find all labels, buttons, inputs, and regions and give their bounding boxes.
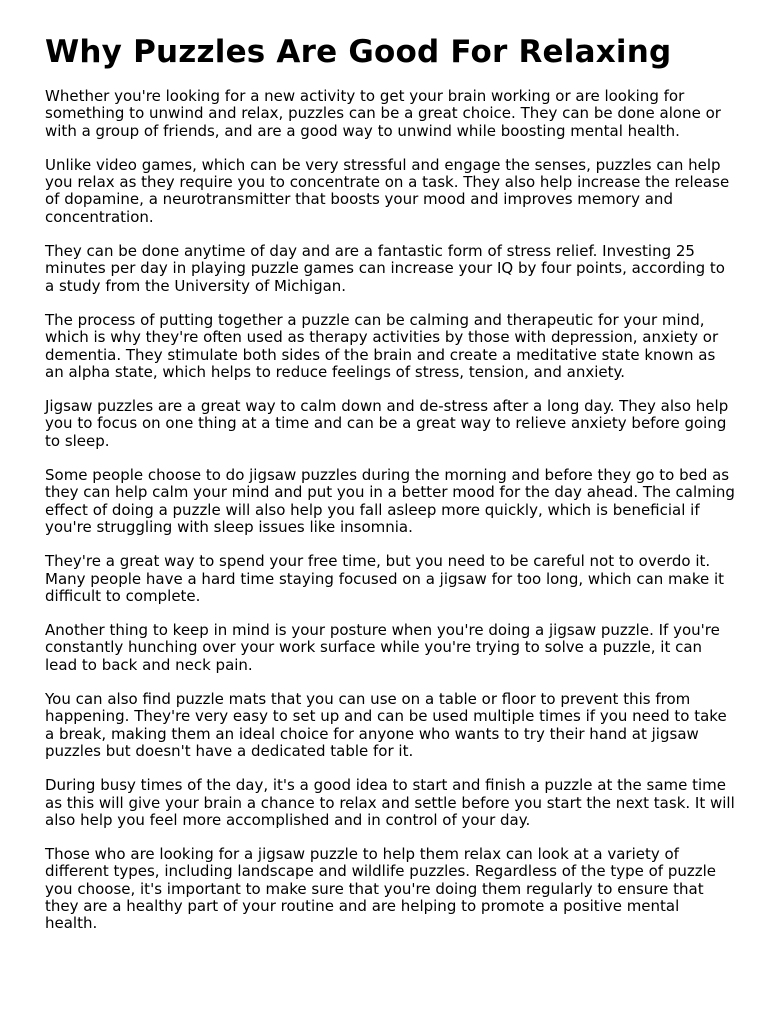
paragraph-5: Jigsaw puzzles are a great way to calm down and de-stress after a long day. They also help you to focus on one thing at a time and can be a great way to relieve anxiety before going to sleep. <box>45 397 729 450</box>
paragraph-9: You can also find puzzle mats that you can use on a table or floor to prevent this from happening. They're very easy to set up and can be used multiple times if you need to take a break, making them an ideal choice for anyone who wants to try their hand at jigsaw puzzles but doesn't have a dedicated table for it. <box>45 690 727 760</box>
document-page <box>45 30 735 950</box>
paragraph-8: Another thing to keep in mind is your posture when you're doing a jigsaw puzzle. If you're constantly hunching over your work surface while you're trying to solve a puzzle, it can lead to back and neck pain. <box>45 621 720 674</box>
paragraph-10: During busy times of the day, it's a good idea to start and finish a puzzle at the same time as this will give your brain a chance to relax and settle before you start the next task. It will also help you feel more accomplished and in control of your day. <box>45 776 735 829</box>
paragraph-11: Those who are looking for a jigsaw puzzle to help them relax can look at a variety of different types, including landscape and wildlife puzzles. Regardless of the type of puzzle you choose, it's important to make sure that you're doing them regularly to ensure that they are a healthy part of your routine and are helping to promote a positive mental health. <box>45 845 717 933</box>
document-title: Why Puzzles Are Good For Relaxing <box>45 34 672 70</box>
paragraph-3: They can be done anytime of day and are a fantastic form of stress relief. Investing 25 minutes per day in playing puzzle games can increase your IQ by four points, according to a study from the University of Michigan. <box>45 242 725 295</box>
paragraph-2: Unlike video games, which can be very stressful and engage the senses, puzzles can help you relax as they require you to concentrate on a task. They also help increase the release of dopamine, a neurotransmitter that boosts your mood and improves memory and concentration. <box>45 155 730 226</box>
paragraph-7: They're a great way to spend your free time, but you need to be careful not to overdo it. Many people have a hard time staying focused on a jigsaw for too long, which can make it difficult to complete. <box>45 552 725 605</box>
paragraph-6: Some people choose to do jigsaw puzzles during the morning and before they go to bed as they can help calm your mind and put you in a better mood for the day ahead. The calming effect of doing a puzzle will also help you fall asleep more quickly, which is beneficial if you're struggling with sleep issues like insomnia. <box>45 466 735 536</box>
paragraph-1: Whether you're looking for a new activity to get your brain working or are looking for something to unwind and relax, puzzles can be a great choice. They can be done alone or with a group of friends, and are a good way to unwind while boosting mental health. <box>45 87 721 140</box>
paragraph-4: The process of putting together a puzzle can be calming and therapeutic for your mind, which is why they're often used as therapy activities by those with depression, anxiety or dementia. They stimulate both sides of the brain and create a meditative state known as an alpha state, which helps to reduce feelings of stress, tension, and anxiety. <box>45 310 719 381</box>
